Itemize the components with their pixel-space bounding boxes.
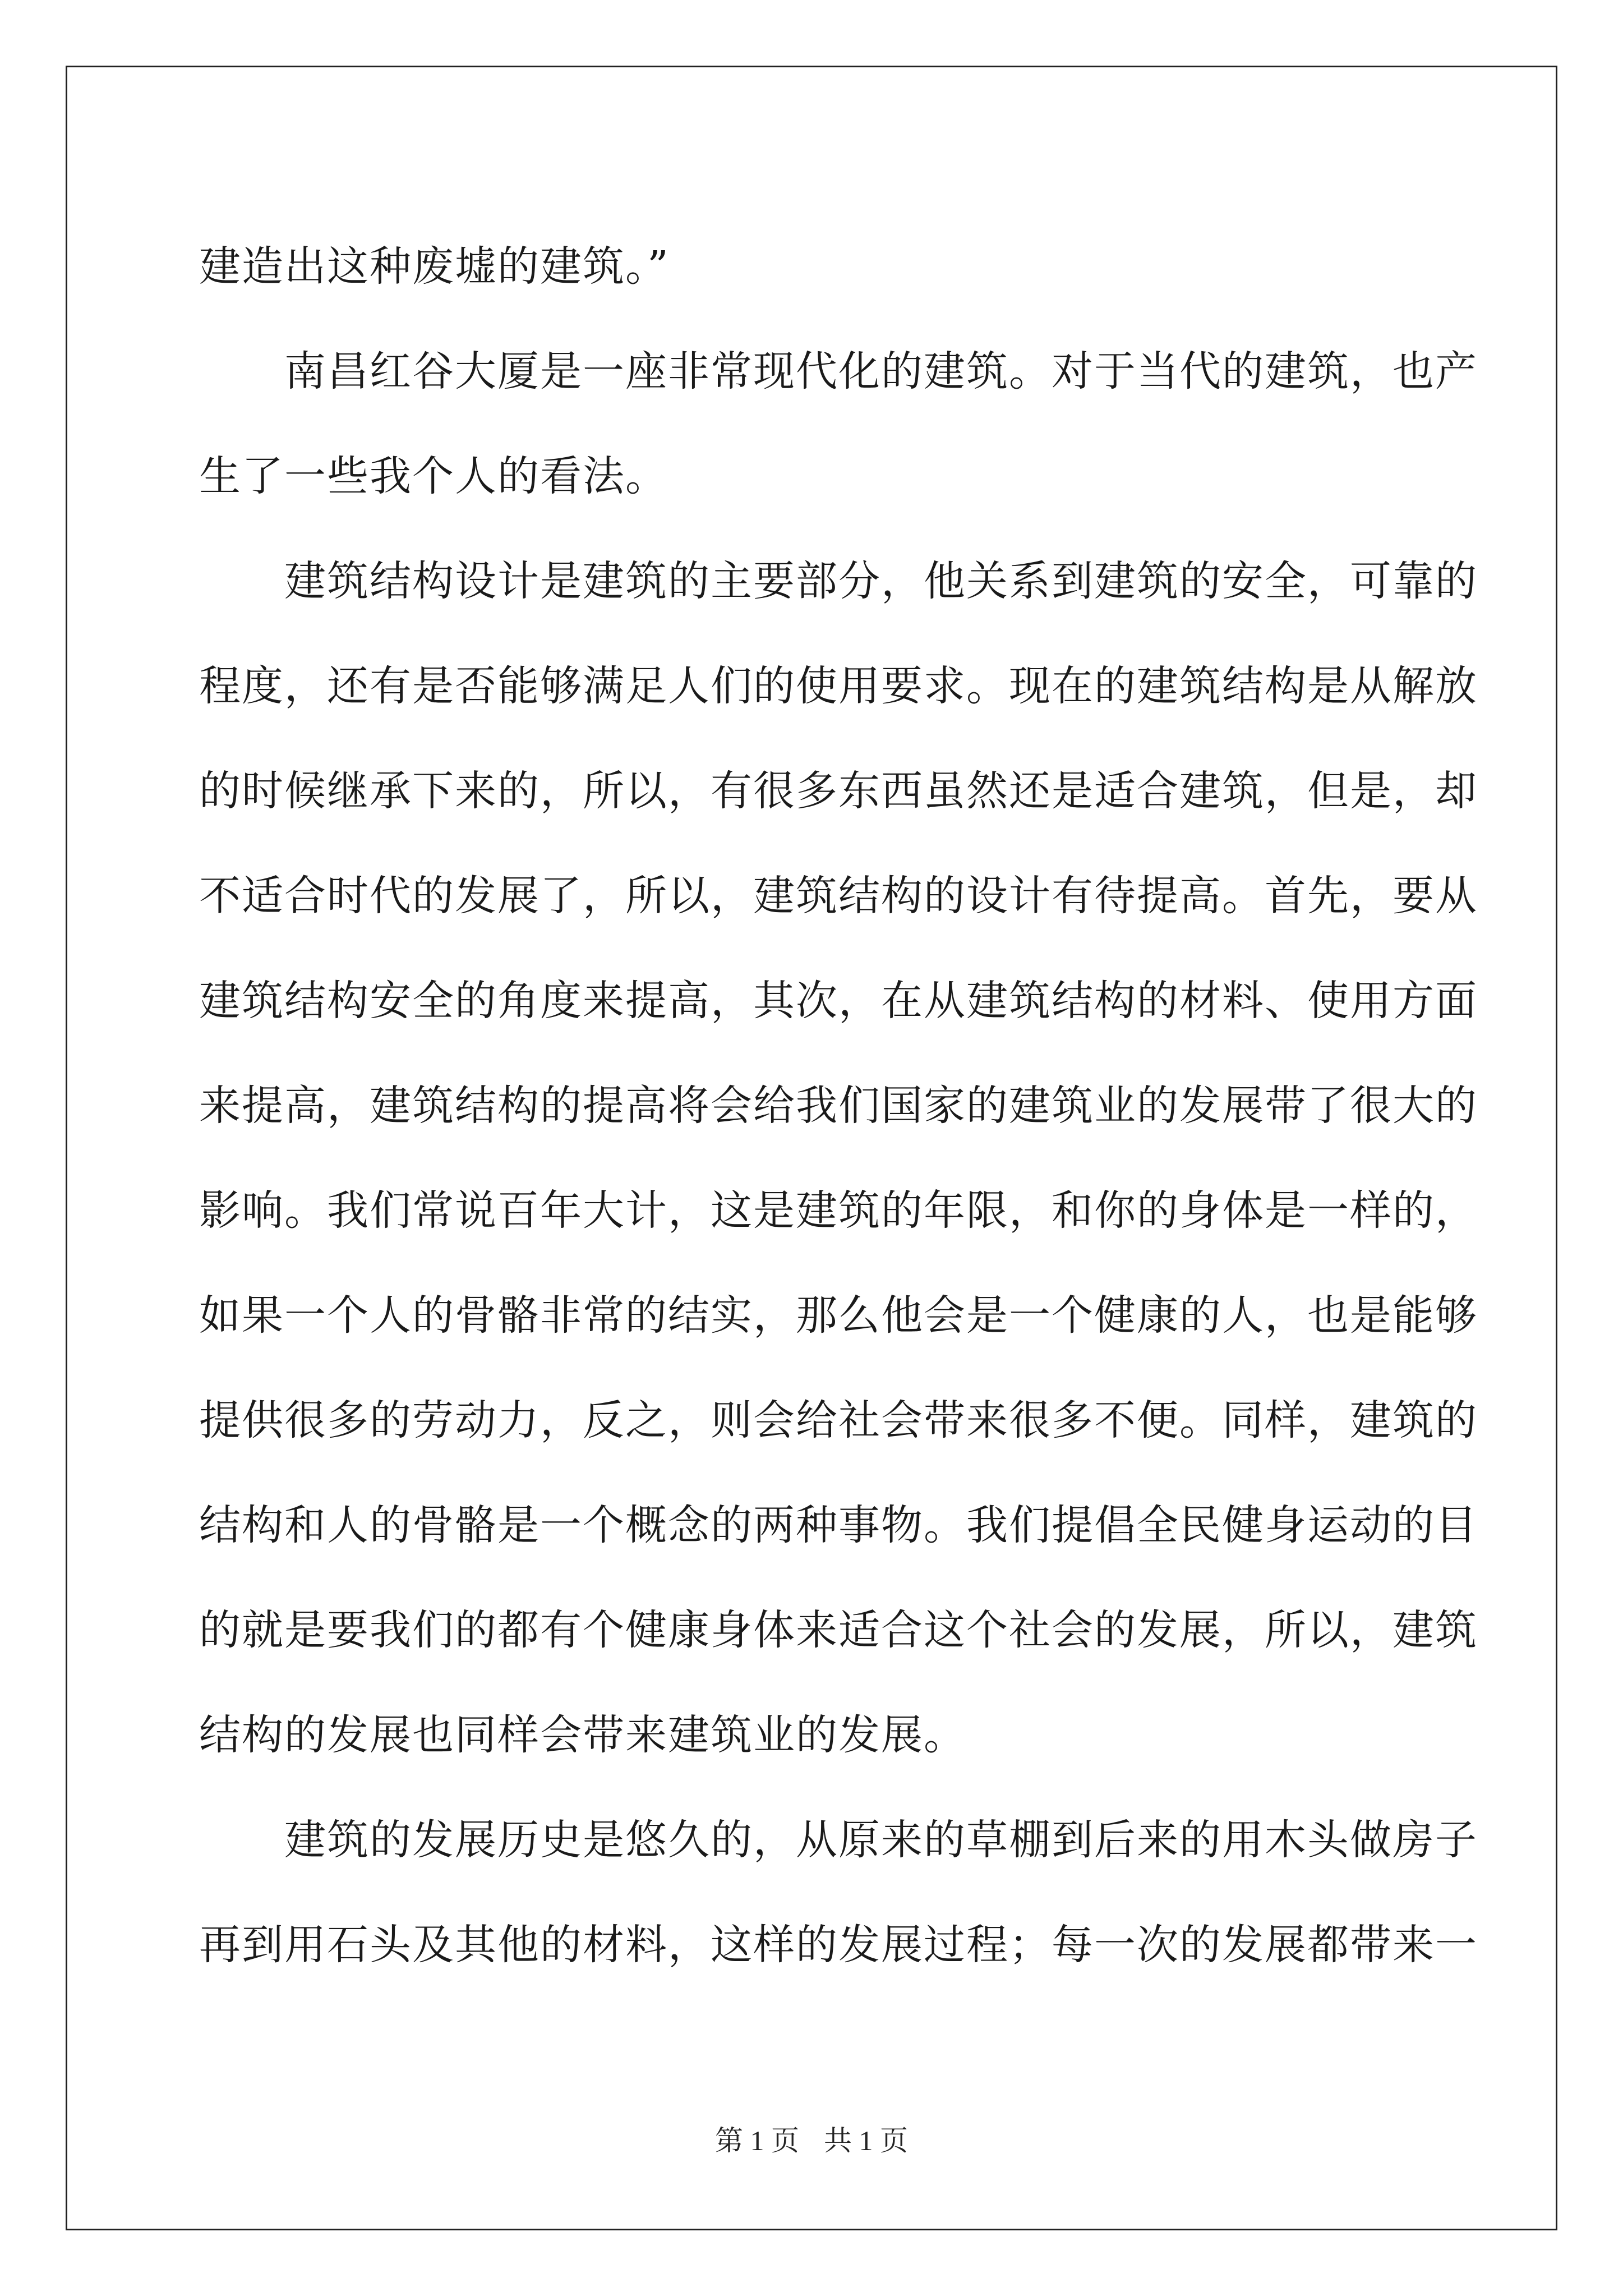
page-footer [0,2124,1623,2157]
text-line: 提供很多的劳动力，反之，则会给社会带来很多不便。同样，建筑的 [199,1396,1478,1444]
text-line: 结构和人的骨骼是一个概念的两种事物。我们提倡全民健身运动的目 [199,1501,1478,1549]
text-line: 如果一个人的骨骼非常的结实，那么他会是一个健康的人，也是能够 [199,1291,1478,1340]
text-line: 建造出这种废墟的建筑。” [199,242,670,291]
text-line: 生了一些我个人的看法。 [199,452,668,500]
text-line: 再到用石头及其他的材料，这样的发展过程；每一次的发展都带来一 [199,1921,1478,1969]
page-total: 共 1 页 [824,2125,908,2156]
text-line: 来提高，建筑结构的提高将会给我们国家的建筑业的发展带了很大的 [199,1082,1478,1130]
text-line: 结构的发展也同样会带来建筑业的发展。 [199,1711,966,1759]
text-line: 建筑结构安全的角度来提高，其次，在从建筑结构的材料、使用方面 [199,977,1478,1025]
page-number: 第 1 页 [715,2125,799,2156]
text-line: 程度，还有是否能够满足人们的使用要求。现在的建筑结构是从解放 [199,662,1478,710]
text-line: 的就是要我们的都有个健康身体来适合这个社会的发展，所以，建筑 [199,1606,1478,1654]
text-line: 建筑结构设计是建筑的主要部分，他关系到建筑的安全，可靠的 [199,557,1478,605]
text-line: 的时候继承下来的，所以，有很多东西虽然还是适合建筑，但是，却 [199,767,1478,815]
text-line: 影响。我们常说百年大计，这是建筑的年限，和你的身体是一样的， [199,1186,1478,1235]
text-line: 不适合时代的发展了，所以，建筑结构的设计有待提高。首先，要从 [199,872,1478,920]
text-line: 南昌红谷大厦是一座非常现代化的建筑。对于当代的建筑，也产 [199,347,1478,395]
document-body [199,214,1478,1998]
text-line: 建筑的发展历史是悠久的，从原来的草棚到后来的用木头做房子 [199,1816,1478,1864]
